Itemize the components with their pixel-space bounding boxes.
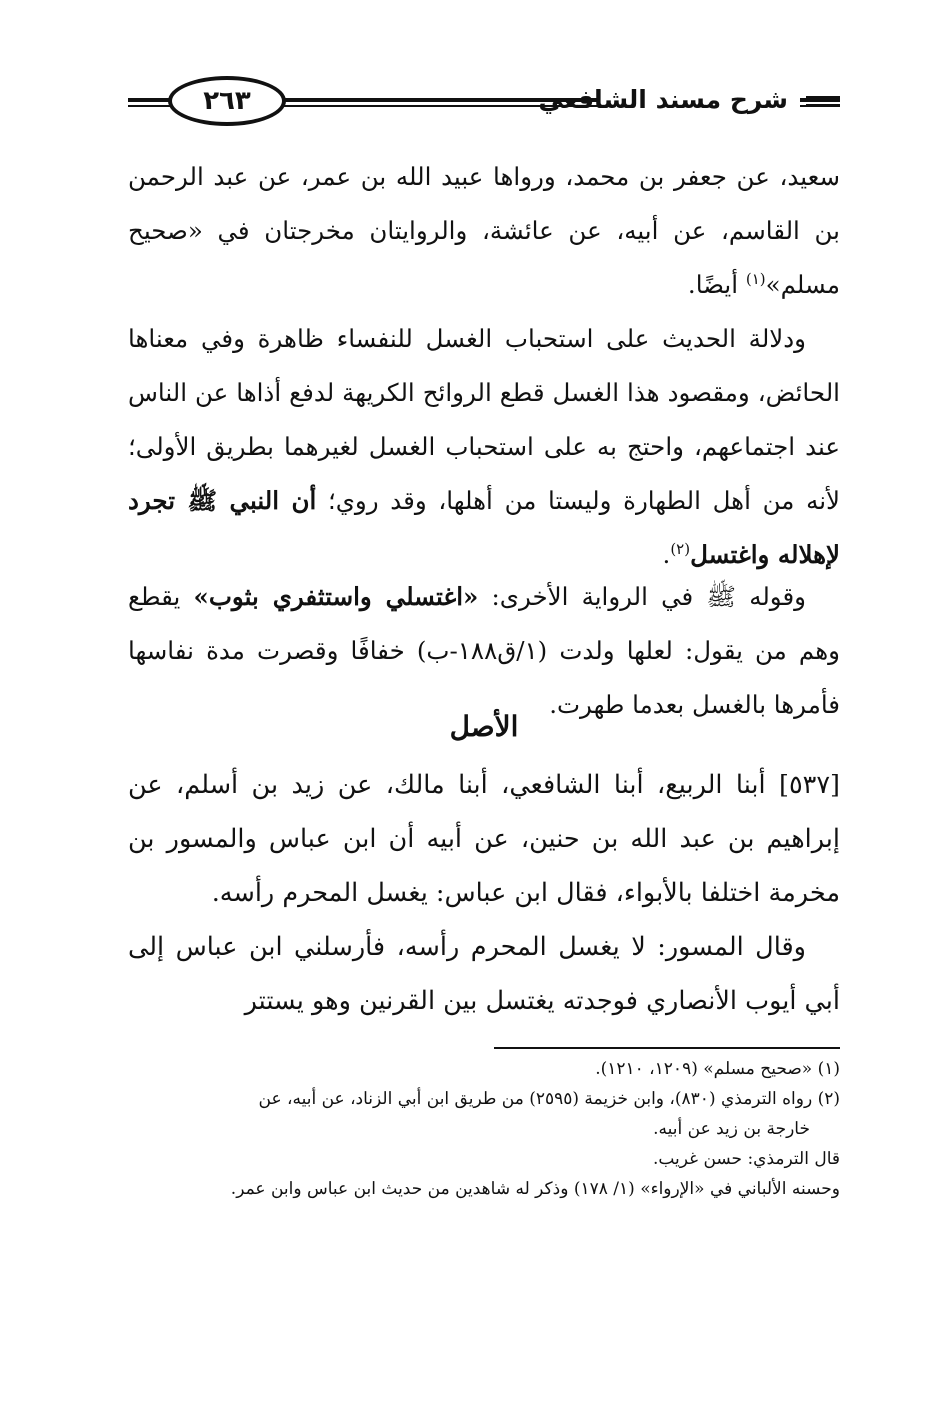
footnote-2-note-tirmidhi: قال الترمذي: حسن غريب. <box>652 1149 840 1169</box>
commentary-paragraph-1 <box>128 150 840 312</box>
header-rule-right-top <box>806 96 840 99</box>
asl-paragraph-1 <box>128 758 840 920</box>
paragraph-text-end: يقطع وهم من يقول: لعلها ولدت (١/ق١٨٨-ب) خفافًا وقصرت مدة نفاسها فأمرها بالغسل بعدما طهرت. <box>128 582 840 719</box>
page-header <box>128 70 840 134</box>
footnote-1: (١) «صحيح مسلم» (١٢٠٩، ١٢١٠). <box>595 1059 840 1079</box>
hadith-quote-bold: «اغتسلي واستثفري بثوب» <box>193 582 479 611</box>
footnote-divider <box>494 1047 840 1049</box>
footnote-ref-2: (٢) <box>670 539 691 558</box>
asl-text: [٥٣٧] أبنا الربيع، أبنا الشافعي، أبنا مالك، عن زيد بن أسلم، عن إبراهيم بن عبد الله بن حنين، عن أبيه أن ابن عباس والمسور بن مخرمة اختلفا بالأبواء، فقال ابن عباس: يغسل المحرم رأسه. <box>128 770 840 908</box>
asl-paragraph-2 <box>128 920 840 1028</box>
paragraph-text-end: أيضًا. <box>687 270 746 299</box>
paragraph-text-end: . <box>662 540 671 569</box>
footnote-ref-1: (١) <box>745 269 766 288</box>
page-number: ٢٦٣ <box>203 86 251 116</box>
footnote-2-note-albani: وحسنه الألباني في «الإرواء» (١/ ١٧٨) وذكر له شاهدين من حديث ابن عباس وابن عمر. <box>230 1179 840 1199</box>
section-heading: الأصل <box>449 710 519 743</box>
footnote-2: (٢) رواه الترمذي (٨٣٠)، وابن خزيمة (٢٥٩٥) من طريق ابن أبي الزناد، عن أبيه، عن <box>258 1089 840 1109</box>
footnote-2-continuation: خارجة بن زيد عن أبيه. <box>653 1119 810 1139</box>
book-title: شرح مسند الشافعي <box>538 85 788 114</box>
commentary-paragraph-2 <box>128 312 840 582</box>
paragraph-text: وقوله ﷺ في الرواية الأخرى: <box>478 582 806 611</box>
paragraph-text: ودلالة الحديث على استحباب الغسل للنفساء ظاهرة وفي معناها الحائض، ومقصود هذا الغسل قطع الروائح الكريهة لدفع أذاها عن الناس عند اجتماعهم، واحتج به على استحباب الغسل لغيرهما بطريق الأولى؛ لأنه من أهل الطهارة وليستا من أهلها، وقد روي؛ <box>128 324 840 515</box>
hadith-quote-bold: أن النبي ﷺ تجرد لإهلاله واغتسل <box>128 486 840 569</box>
paragraph-text: سعيد، عن جعفر بن محمد، ورواها عبيد الله بن عمر، عن عبد الرحمن بن القاسم، عن أبيه، عن عائشة، والروايتان مخرجتان في «صحيح مسلم» <box>128 162 840 299</box>
asl-text: وقال المسور: لا يغسل المحرم رأسه، فأرسلني ابن عباس إلى أبي أيوب الأنصاري فوجدته يغتسل بين القرنين وهو يستتر <box>128 932 840 1016</box>
footnotes <box>128 1054 840 1204</box>
header-rule-right-bottom <box>806 104 840 107</box>
